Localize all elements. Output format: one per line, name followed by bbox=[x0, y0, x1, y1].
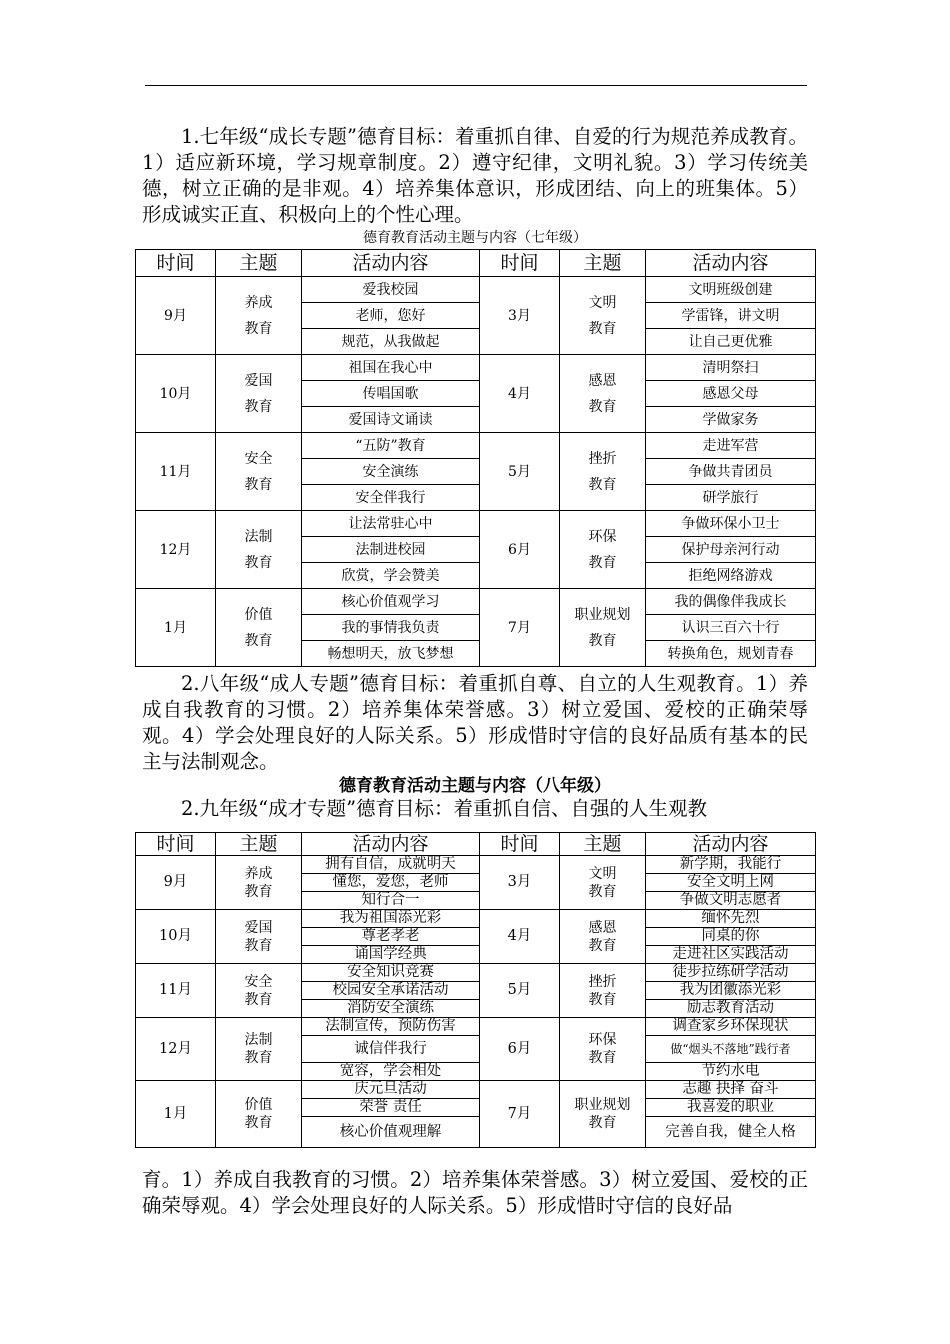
month-cell: 12月 bbox=[136, 511, 216, 589]
activity-cell: 诚信伴我行 bbox=[302, 1036, 480, 1063]
activity-cell: 新学期，我能行 bbox=[646, 856, 816, 874]
header-time: 时间 bbox=[136, 250, 216, 277]
activity-cell: 徒步拉练研学活动 bbox=[646, 964, 816, 982]
activity-cell: 研学旅行 bbox=[646, 485, 816, 511]
activity-cell: 感恩父母 bbox=[646, 381, 816, 407]
grade7-goal-paragraph: 1.七年级“成长专题”德育目标：着重抓自律、自爱的行为规范养成教育。1）适应新环境，学习规章制度。2）遵守纪律，文明礼貌。3）学习传统美德，树立正确的是非观。4）培养集体意识，形成团结、向上的班集体。5）形成诚实正直、积极向上的个性心理。 bbox=[142, 125, 808, 226]
activity-cell: 核心价值观学习 bbox=[302, 589, 480, 615]
activity-cell: 祖国在我心中 bbox=[302, 355, 480, 381]
header-activity: 活动内容 bbox=[646, 833, 816, 856]
month-cell: 9月 bbox=[136, 277, 216, 355]
month-cell: 10月 bbox=[136, 355, 216, 433]
header-activity: 活动内容 bbox=[302, 250, 480, 277]
activity-cell: 爱国诗文诵读 bbox=[302, 407, 480, 433]
header-time: 时间 bbox=[480, 250, 560, 277]
activity-cell: 传唱国歌 bbox=[302, 381, 480, 407]
activity-cell: 走进社区实践活动 bbox=[646, 946, 816, 964]
month-cell: 10月 bbox=[136, 910, 216, 964]
activity-cell: 走进军营 bbox=[646, 433, 816, 459]
table-row bbox=[136, 277, 816, 303]
activity-cell: 争做文明志愿者 bbox=[646, 892, 816, 910]
activity-cell: 法制宣传，预防伤害 bbox=[302, 1018, 480, 1036]
activity-cell: 让自己更优雅 bbox=[646, 329, 816, 355]
activity-cell: 完善自我，健全人格 bbox=[646, 1117, 816, 1148]
activity-cell: 转换角色，规划青春 bbox=[646, 641, 816, 667]
header-theme: 主题 bbox=[560, 250, 646, 277]
activity-cell: 校园安全承诺活动 bbox=[302, 982, 480, 1000]
activity-cell: 励志教育活动 bbox=[646, 1000, 816, 1018]
activity-cell: 保护母亲河行动 bbox=[646, 537, 816, 563]
activity-cell: 我的事情我负责 bbox=[302, 615, 480, 641]
activity-cell: 法制进校园 bbox=[302, 537, 480, 563]
month-cell: 7月 bbox=[480, 589, 560, 667]
month-cell: 7月 bbox=[480, 1081, 560, 1148]
activity-cell: 尊老孝老 bbox=[302, 928, 480, 946]
month-cell: 6月 bbox=[480, 1018, 560, 1081]
month-cell: 3月 bbox=[480, 277, 560, 355]
theme-cell: 价值 教育 bbox=[216, 589, 302, 667]
activity-cell: 安全伴我行 bbox=[302, 485, 480, 511]
activity-cell: 调查家乡环保现状 bbox=[646, 1018, 816, 1036]
grade8-goal-paragraph: 2.八年级“成人专题”德育目标：着重抓自尊、自立的人生观教育。1）养成自我教育的习惯。2）培养集体荣誉感。3）树立爱国、爱校的正确荣辱观。4）学会处理良好的人际关系。5）形成惜时守信的良好品质有基本的民主与法制观念。 bbox=[142, 672, 808, 773]
theme-cell: 感恩 教育 bbox=[560, 355, 646, 433]
activity-cell: 让法常驻心中 bbox=[302, 511, 480, 537]
month-cell: 4月 bbox=[480, 355, 560, 433]
theme-cell: 职业规划 教育 bbox=[560, 1081, 646, 1148]
activity-cell: 拥有自信，成就明天 bbox=[302, 856, 480, 874]
activity-cell: 学做家务 bbox=[646, 407, 816, 433]
table-row bbox=[136, 856, 816, 874]
activity-cell: 争做环保小卫士 bbox=[646, 511, 816, 537]
month-cell: 1月 bbox=[136, 1081, 216, 1148]
theme-cell: 爱国 教育 bbox=[216, 355, 302, 433]
activity-cell: 我为团徽添光彩 bbox=[646, 982, 816, 1000]
grade9-goal-continued: 育。1）养成自我教育的习惯。2）培养集体荣誉感。3）树立爱国、爱校的正确荣辱观。4）学会处理良好的人际关系。5）形成惜时守信的良好品 bbox=[142, 1168, 808, 1217]
theme-cell: 法制 教育 bbox=[216, 511, 302, 589]
activity-cell: 我的偶像伴我成长 bbox=[646, 589, 816, 615]
theme-cell: 爱国 教育 bbox=[216, 910, 302, 964]
activity-cell: 安全文明上网 bbox=[646, 874, 816, 892]
activity-cell: 安全演练 bbox=[302, 459, 480, 485]
table-row bbox=[136, 1081, 816, 1099]
table-row bbox=[136, 1018, 816, 1036]
table-row bbox=[136, 355, 816, 381]
activity-cell: “五防”教育 bbox=[302, 433, 480, 459]
activity-cell: 我喜爱的职业 bbox=[646, 1099, 816, 1117]
month-cell: 9月 bbox=[136, 856, 216, 910]
activity-cell: 知行合一 bbox=[302, 892, 480, 910]
activity-cell: 学雷锋，讲文明 bbox=[646, 303, 816, 329]
theme-cell: 文明 教育 bbox=[560, 277, 646, 355]
table-row bbox=[136, 964, 816, 982]
activity-cell: 做“烟头不落地”践行者 bbox=[646, 1036, 816, 1063]
table-row bbox=[136, 589, 816, 615]
activity-cell: 清明祭扫 bbox=[646, 355, 816, 381]
header-activity: 活动内容 bbox=[646, 250, 816, 277]
activity-cell: 欣赏，学会赞美 bbox=[302, 563, 480, 589]
header-theme: 主题 bbox=[216, 833, 302, 856]
activity-cell: 我为祖国添光彩 bbox=[302, 910, 480, 928]
header-theme: 主题 bbox=[560, 833, 646, 856]
activity-cell: 消防安全演练 bbox=[302, 1000, 480, 1018]
grade9-goal-paragraph: 2.九年级“成才专题”德育目标：着重抓自信、自强的人生观教 bbox=[181, 797, 708, 820]
theme-cell: 文明 教育 bbox=[560, 856, 646, 910]
activity-cell: 老师，您好 bbox=[302, 303, 480, 329]
grade8-activity-table bbox=[135, 832, 816, 1148]
theme-cell: 环保 教育 bbox=[560, 1018, 646, 1081]
table-header-row bbox=[136, 250, 816, 277]
month-cell: 12月 bbox=[136, 1018, 216, 1081]
header-activity: 活动内容 bbox=[302, 833, 480, 856]
grade7-activity-table bbox=[135, 249, 816, 667]
theme-cell: 养成 教育 bbox=[216, 856, 302, 910]
activity-cell: 同桌的你 bbox=[646, 928, 816, 946]
table-row bbox=[136, 433, 816, 459]
activity-cell: 争做共青团员 bbox=[646, 459, 816, 485]
month-cell: 6月 bbox=[480, 511, 560, 589]
activity-cell: 懂您，爱您，老师 bbox=[302, 874, 480, 892]
activity-cell: 认识三百六十行 bbox=[646, 615, 816, 641]
header-time: 时间 bbox=[136, 833, 216, 856]
activity-cell: 文明班级创建 bbox=[646, 277, 816, 303]
month-cell: 1月 bbox=[136, 589, 216, 667]
table-header-row bbox=[136, 833, 816, 856]
activity-cell: 核心价值观理解 bbox=[302, 1117, 480, 1148]
month-cell: 5月 bbox=[480, 433, 560, 511]
activity-cell: 拒绝网络游戏 bbox=[646, 563, 816, 589]
activity-cell: 诵国学经典 bbox=[302, 946, 480, 964]
activity-cell: 庆元旦活动 bbox=[302, 1081, 480, 1099]
activity-cell: 志趣 抉择 奋斗 bbox=[646, 1081, 816, 1099]
activity-cell: 宽容，学会相处 bbox=[302, 1063, 480, 1081]
theme-cell: 挫折 教育 bbox=[560, 433, 646, 511]
table-row bbox=[136, 511, 816, 537]
theme-cell: 职业规划 教育 bbox=[560, 589, 646, 667]
theme-cell: 价值 教育 bbox=[216, 1081, 302, 1148]
month-cell: 11月 bbox=[136, 433, 216, 511]
theme-cell: 环保 教育 bbox=[560, 511, 646, 589]
theme-cell: 法制 教育 bbox=[216, 1018, 302, 1081]
theme-cell: 安全 教育 bbox=[216, 964, 302, 1018]
header-rule bbox=[145, 85, 807, 86]
month-cell: 3月 bbox=[480, 856, 560, 910]
month-cell: 5月 bbox=[480, 964, 560, 1018]
table1-caption: 德育教育活动主题与内容（七年级） bbox=[363, 230, 587, 246]
activity-cell: 节约水电 bbox=[646, 1063, 816, 1081]
theme-cell: 养成 教育 bbox=[216, 277, 302, 355]
activity-cell: 荣誉 责任 bbox=[302, 1099, 480, 1117]
activity-cell: 安全知识竞赛 bbox=[302, 964, 480, 982]
activity-cell: 规范，从我做起 bbox=[302, 329, 480, 355]
month-cell: 11月 bbox=[136, 964, 216, 1018]
theme-cell: 挫折 教育 bbox=[560, 964, 646, 1018]
table2-title: 德育教育活动主题与内容（八年级） bbox=[339, 776, 611, 796]
theme-cell: 安全 教育 bbox=[216, 433, 302, 511]
activity-cell: 缅怀先烈 bbox=[646, 910, 816, 928]
header-theme: 主题 bbox=[216, 250, 302, 277]
theme-cell: 感恩 教育 bbox=[560, 910, 646, 964]
table-row bbox=[136, 910, 816, 928]
activity-cell: 爱我校园 bbox=[302, 277, 480, 303]
activity-cell: 畅想明天，放飞梦想 bbox=[302, 641, 480, 667]
month-cell: 4月 bbox=[480, 910, 560, 964]
header-time: 时间 bbox=[480, 833, 560, 856]
